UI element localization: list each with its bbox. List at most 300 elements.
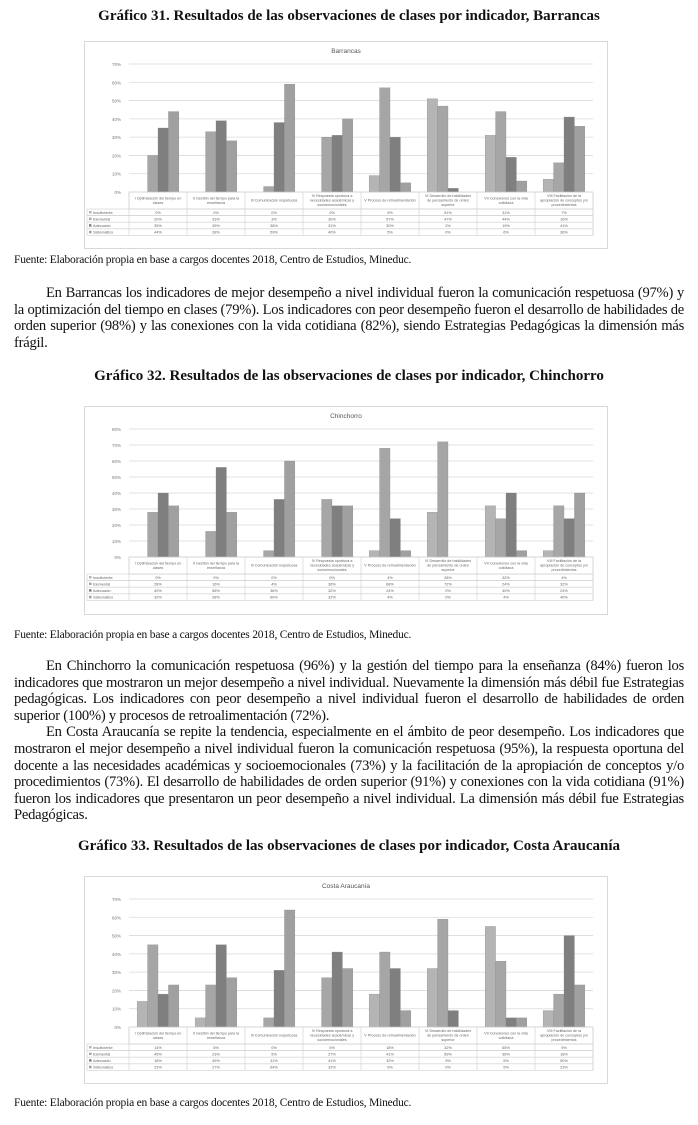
- data-label: 14%: [154, 1044, 162, 1050]
- data-label: 36%: [560, 229, 568, 235]
- bar: [148, 155, 158, 192]
- data-label: 41%: [560, 223, 568, 228]
- bar: [485, 506, 495, 557]
- y-tick-label: 70%: [111, 62, 121, 67]
- y-tick-label: 60%: [111, 459, 121, 464]
- table-row: [87, 1057, 593, 1064]
- y-tick-label: 70%: [111, 897, 121, 902]
- data-label: 18%: [154, 1058, 162, 1063]
- table-row: [87, 574, 593, 581]
- figure-source: Fuente: Elaboración propia en base a cargos docentes 2018, Centro de Estudios, Mineduc.: [14, 254, 412, 266]
- bar: [226, 512, 236, 557]
- table-row: [87, 216, 593, 223]
- bar: [342, 968, 352, 1027]
- category-label: socioemocionales: [317, 203, 347, 208]
- bar: [427, 99, 437, 192]
- bar: [322, 137, 332, 192]
- data-label: 32%: [560, 581, 568, 587]
- data-label: 0%: [155, 574, 161, 580]
- y-tick-label: 20%: [111, 153, 121, 159]
- figure-source: Fuente: Elaboración propia en base a cargos docentes 2018, Centro de Estudios, Mineduc.: [14, 1097, 412, 1109]
- data-label: 0%: [213, 209, 219, 215]
- data-label: 0%: [271, 209, 277, 215]
- data-label: 9%: [561, 1044, 567, 1050]
- bar: [380, 952, 390, 1027]
- bar: [516, 1018, 526, 1027]
- paragraph-text: En Chinchorro la comunicación respetuosa (96%) y la gestión del tiempo para la enseñanza (84%) fueron los indicadores que mostraron un mejor desempeño a nivel individual. Nuevamente la dimensión más débil fue Estrategias pedagógicas. Los indicadores con peor desempeño a nivel individual fueron el desarrollo de habilidades de orden superior (100%) y procesos de retroalimentación (72%).: [14, 658, 684, 724]
- category-label: superior: [441, 203, 455, 208]
- y-tick-label: 0%: [114, 555, 121, 560]
- category-label: apropiación de conceptos y/o: [540, 198, 588, 203]
- bar: [485, 926, 495, 1027]
- y-tick-label: 60%: [111, 80, 121, 86]
- bar: [158, 994, 168, 1027]
- data-label: 64%: [270, 1064, 278, 1070]
- bar: [284, 910, 294, 1027]
- data-label: 40%: [328, 229, 336, 235]
- data-label: 0%: [271, 574, 277, 580]
- legend-label: Insuficiente: [93, 209, 113, 215]
- data-label: 51%: [444, 209, 452, 215]
- data-label: 36%: [328, 581, 336, 587]
- chart-barrancas: [84, 41, 608, 249]
- table-row: [87, 581, 593, 588]
- paragraph-text: En Costa Araucanía se repite la tendencia, especialmente en el ámbito de peor desempeño. Los indicadores que mostraron el mejor desempeño a nivel individual fueron la comunicación respetuosa (95%), la respuesta oportuna del docente a las necesidades académicas y socioemocionales (73%) y la facilitación de la apropiación de conceptos y/o procedimientos (73%). El desarrollo de habilidades de orden superior (91%) y conexiones con la vida cotidiana (91%) fueron los indicadores que presentaron un peor desempeño a nivel individual. La dimensión más débil fue Estrategias Pedagógicas.: [14, 724, 684, 824]
- category-label: VI Desarrollo de habilidades: [424, 194, 472, 198]
- bar: [574, 126, 584, 192]
- bar: [226, 141, 236, 192]
- data-label: 44%: [154, 229, 162, 235]
- category-label: necesidades académicas y: [309, 1033, 355, 1038]
- legend-swatch: [89, 1046, 92, 1049]
- data-label: 0%: [445, 229, 451, 235]
- chart-chinchorro: [84, 406, 608, 615]
- y-tick-label: 0%: [114, 1025, 121, 1030]
- bar: [438, 919, 448, 1027]
- category-label: VI Desarrollo de habilidades: [424, 559, 472, 563]
- bar: [390, 968, 400, 1027]
- chart-title: Chinchorro: [330, 413, 362, 420]
- bar: [332, 135, 342, 192]
- data-label: 40%: [560, 594, 568, 600]
- data-label: 5%: [503, 1058, 509, 1063]
- data-label: 50%: [560, 1058, 568, 1063]
- bar: [554, 506, 564, 557]
- legend-label: Sistemático: [93, 594, 114, 600]
- data-label: 32%: [444, 1044, 452, 1050]
- legend-label: Elemental: [93, 1051, 111, 1057]
- data-label: 0%: [155, 209, 161, 215]
- category-label: II Gestión del tiempo para la: [192, 1031, 240, 1036]
- category-label: I Optimización del tiempo en: [134, 561, 182, 566]
- legend-label: Sistemático: [93, 229, 114, 235]
- bar: [369, 551, 379, 557]
- data-label: 23%: [560, 1064, 568, 1070]
- category-label: enseñanza: [206, 565, 226, 570]
- category-label: III Comunicación respetuosa: [250, 198, 298, 203]
- legend-swatch: [89, 1053, 92, 1056]
- data-label: 28%: [212, 229, 220, 235]
- bar: [332, 506, 342, 557]
- data-label: 0%: [329, 574, 335, 580]
- bar: [284, 461, 294, 557]
- table-row: [87, 594, 593, 601]
- legend-label: Adecuado: [93, 223, 111, 228]
- bar: [543, 179, 553, 192]
- category-label: apropiación de conceptos y/o: [540, 563, 588, 568]
- bar: [148, 945, 158, 1027]
- y-tick-label: 60%: [111, 915, 121, 921]
- data-label: 41%: [386, 1051, 394, 1057]
- legend-swatch: [89, 1059, 92, 1062]
- category-label: VII Conexiones con la vida: [484, 196, 528, 201]
- category-label: procedimientos: [551, 1038, 577, 1043]
- data-label: 56%: [212, 588, 220, 593]
- bar: [564, 936, 574, 1027]
- data-label: 28%: [212, 594, 220, 600]
- data-label: 18%: [386, 1044, 394, 1050]
- data-label: 68%: [386, 581, 394, 587]
- bar: [264, 1018, 274, 1027]
- data-label: 9%: [387, 209, 393, 215]
- data-label: 30%: [386, 223, 394, 228]
- category-label: enseñanza: [206, 1035, 226, 1040]
- bar: [206, 132, 216, 192]
- y-tick-label: 50%: [111, 98, 121, 104]
- bar: [158, 493, 168, 557]
- category-label: cotidiana: [498, 565, 514, 570]
- bar: [438, 106, 448, 192]
- bar: [380, 448, 390, 557]
- legend-label: Adecuado: [93, 1058, 111, 1063]
- bar: [274, 970, 284, 1027]
- table-row: [87, 229, 593, 236]
- table-row: [87, 1064, 593, 1071]
- data-label: 27%: [212, 1064, 220, 1070]
- category-label: de pensamiento de orden: [427, 198, 469, 203]
- category-label: necesidades académicas y: [309, 563, 355, 568]
- data-label: 16%: [212, 581, 220, 587]
- data-label: 0%: [329, 209, 335, 215]
- bar: [322, 499, 332, 557]
- y-tick-label: 30%: [111, 970, 121, 976]
- category-label: socioemocionales: [317, 1038, 347, 1043]
- category-label: socioemocionales: [317, 568, 347, 573]
- data-label: 38%: [270, 223, 278, 228]
- bar: [274, 123, 284, 192]
- data-label: 60%: [270, 594, 278, 600]
- data-label: 35%: [154, 223, 162, 228]
- category-label: cotidiana: [498, 1035, 514, 1040]
- category-label: V Proceso de retroalimentación: [364, 1033, 416, 1038]
- bar: [438, 442, 448, 557]
- data-label: 40%: [502, 588, 510, 593]
- data-label: 4%: [503, 594, 509, 600]
- data-label: 33%: [212, 216, 220, 222]
- bar: [427, 968, 437, 1027]
- y-tick-label: 40%: [111, 491, 121, 496]
- category-label: V Proceso de retroalimentación: [364, 563, 416, 568]
- data-label: 4%: [561, 574, 567, 580]
- figure-caption-31: Gráfico 31. Resultados de las observaciones de clases por indicador, Barrancas: [98, 8, 600, 24]
- bar: [516, 551, 526, 557]
- data-label: 44%: [502, 216, 510, 222]
- bar: [496, 112, 506, 192]
- y-tick-label: 10%: [111, 1006, 121, 1012]
- data-label: 5%: [213, 1044, 219, 1050]
- data-label: 24%: [386, 588, 394, 593]
- y-tick-label: 50%: [111, 933, 121, 939]
- data-label: 57%: [386, 216, 394, 222]
- figure-caption-32: Gráfico 32. Resultados de las observaciones de clases por indicador, Chinchorro: [94, 368, 604, 384]
- chart-costa-araucania: [84, 876, 608, 1084]
- data-label: 36%: [502, 1051, 510, 1057]
- category-label: superior: [441, 1038, 455, 1043]
- data-label: 0%: [445, 594, 451, 600]
- bar: [342, 119, 352, 192]
- category-label: procedimientos: [551, 568, 577, 573]
- legend-label: Elemental: [93, 581, 111, 587]
- figure-source: Fuente: Elaboración propia en base a cargos docentes 2018, Centro de Estudios, Mineduc.: [14, 629, 412, 641]
- category-label: III Comunicación respetuosa: [250, 1033, 298, 1038]
- data-label: 19%: [502, 223, 510, 228]
- category-label: V Proceso de retroalimentación: [364, 198, 416, 203]
- legend-label: Elemental: [93, 216, 111, 222]
- bar: [380, 88, 390, 192]
- bar: [206, 985, 216, 1027]
- data-label: 18%: [560, 1051, 568, 1057]
- data-label: 36%: [270, 588, 278, 593]
- y-tick-label: 50%: [111, 475, 121, 480]
- data-label: 27%: [328, 1051, 336, 1057]
- category-label: superior: [441, 568, 455, 573]
- y-tick-label: 10%: [111, 539, 121, 544]
- data-label: 5%: [271, 1051, 277, 1057]
- data-label: 40%: [154, 588, 162, 593]
- legend-swatch: [89, 211, 92, 214]
- data-label: 30%: [328, 216, 336, 222]
- bar: [226, 978, 236, 1027]
- data-label: 2%: [445, 223, 451, 228]
- data-label: 45%: [212, 1058, 220, 1063]
- bar: [322, 978, 332, 1027]
- data-label: 39%: [212, 223, 220, 228]
- bar: [342, 506, 352, 557]
- category-label: IV Respuesta oportuna a: [311, 1029, 353, 1033]
- y-tick-label: 40%: [111, 951, 121, 957]
- legend-swatch: [89, 576, 92, 579]
- bar: [564, 519, 574, 557]
- bar: [264, 187, 274, 192]
- bar: [506, 157, 516, 192]
- data-label: 59%: [270, 229, 278, 235]
- category-label: II Gestión del tiempo para la: [192, 561, 240, 566]
- chart-title: Costa Araucanía: [321, 883, 371, 890]
- category-label: VII Conexiones con la vida: [484, 561, 528, 566]
- data-label: 16%: [560, 216, 568, 222]
- category-label: de pensamiento de orden: [427, 563, 469, 568]
- data-label: 3%: [271, 216, 277, 222]
- category-label: VI Desarrollo de habilidades: [424, 1029, 472, 1033]
- data-label: 32%: [502, 574, 510, 580]
- legend-label: Adecuado: [93, 588, 111, 593]
- bar: [485, 135, 495, 192]
- y-tick-label: 0%: [114, 190, 121, 195]
- category-label: I Optimización del tiempo en: [134, 1031, 182, 1036]
- bar: [496, 519, 506, 557]
- data-label: 0%: [329, 1044, 335, 1050]
- category-label: clases: [152, 200, 164, 205]
- category-label: necesidades académicas y: [309, 198, 355, 203]
- data-label: 32%: [386, 1058, 394, 1063]
- y-tick-label: 20%: [111, 523, 121, 528]
- data-label: 4%: [387, 574, 393, 580]
- figure-caption-33: Gráfico 33. Resultados de las observaciones de clases por indicador, Costa Araucanía: [77, 838, 621, 854]
- bar: [148, 512, 158, 557]
- paragraph-chinchorro: [14, 658, 684, 824]
- bar: [158, 128, 168, 192]
- data-label: 4%: [387, 594, 393, 600]
- data-label: 31%: [502, 209, 510, 215]
- bar: [284, 84, 294, 192]
- data-label: 45%: [154, 1051, 162, 1057]
- bar: [554, 994, 564, 1027]
- bar: [400, 1011, 410, 1027]
- data-label: 9%: [387, 1064, 393, 1070]
- data-label: 32%: [154, 594, 162, 600]
- table-row: [87, 1051, 593, 1058]
- data-label: 0%: [445, 588, 451, 593]
- legend-label: Sistemático: [93, 1064, 114, 1070]
- bar: [543, 1011, 553, 1027]
- chart-title: Barrancas: [331, 48, 361, 55]
- bar: [274, 499, 284, 557]
- bar: [448, 1011, 458, 1027]
- data-label: 23%: [154, 1064, 162, 1070]
- bar: [369, 176, 379, 192]
- bar: [369, 994, 379, 1027]
- bar: [543, 551, 553, 557]
- category-label: VII Conexiones con la vida: [484, 1031, 528, 1036]
- y-tick-label: 40%: [111, 116, 121, 122]
- category-label: I Optimización del tiempo en: [134, 196, 182, 201]
- bar: [400, 551, 410, 557]
- bar: [332, 952, 342, 1027]
- category-label: apropiación de conceptos y/o: [540, 1033, 588, 1038]
- category-label: III Comunicación respetuosa: [250, 563, 298, 568]
- y-tick-label: 20%: [111, 988, 121, 994]
- legend-swatch: [89, 224, 92, 227]
- bar: [506, 493, 516, 557]
- data-label: 5%: [387, 229, 393, 235]
- legend-swatch: [89, 231, 92, 234]
- bar: [574, 493, 584, 557]
- data-label: 32%: [328, 594, 336, 600]
- data-label: 0%: [213, 574, 219, 580]
- bar: [506, 1018, 516, 1027]
- data-label: 32%: [328, 588, 336, 593]
- data-label: 4%: [271, 581, 277, 587]
- category-label: clases: [152, 1035, 164, 1040]
- bar: [168, 985, 178, 1027]
- data-label: 59%: [444, 1051, 452, 1057]
- table-row: [87, 1044, 593, 1051]
- data-label: 55%: [502, 1044, 510, 1050]
- legend-swatch: [89, 1066, 92, 1069]
- legend-swatch: [89, 583, 92, 586]
- data-label: 72%: [444, 581, 452, 587]
- data-label: 41%: [328, 1058, 336, 1063]
- bar: [574, 985, 584, 1027]
- category-label: VIII Facilitación de la: [546, 559, 582, 563]
- bar: [168, 112, 178, 192]
- bar: [564, 117, 574, 192]
- bar: [216, 945, 226, 1027]
- data-label: 28%: [154, 581, 162, 587]
- bar: [137, 1001, 147, 1027]
- category-label: VIII Facilitación de la: [546, 194, 582, 198]
- data-label: 0%: [445, 1064, 451, 1070]
- table-row: [87, 222, 593, 229]
- paragraph-barrancas: [14, 285, 684, 351]
- bar: [216, 121, 226, 192]
- bar: [516, 181, 526, 192]
- y-tick-label: 30%: [111, 507, 121, 512]
- category-label: VIII Facilitación de la: [546, 1029, 582, 1033]
- data-label: 24%: [560, 588, 568, 593]
- category-label: enseñanza: [206, 200, 226, 205]
- data-label: 9%: [445, 1058, 451, 1063]
- legend-label: Insuficiente: [93, 1044, 113, 1050]
- data-label: 20%: [154, 216, 162, 222]
- bar: [400, 183, 410, 192]
- category-label: IV Respuesta oportuna a: [311, 559, 353, 563]
- paragraph-text: En Barrancas los indicadores de mejor desempeño a nivel individual fueron la comunicación respetuosa (97%) y la optimización del tiempo en clases (79%). Los indicadores con peor desempeño fueron el desarrollo de habilidades de orden superior (98%) y las conexiones con la vida cotidiana (82%), siendo Estrategias Pedagógicas la dimensión más frágil.: [14, 285, 684, 351]
- bar: [427, 512, 437, 557]
- data-label: 0%: [271, 1044, 277, 1050]
- legend-swatch: [89, 589, 92, 592]
- bar: [448, 188, 458, 192]
- legend-swatch: [89, 596, 92, 599]
- bar: [206, 531, 216, 557]
- bar: [195, 1018, 205, 1027]
- y-tick-label: 80%: [111, 427, 121, 432]
- data-label: 47%: [444, 216, 452, 222]
- y-tick-label: 10%: [111, 171, 121, 177]
- table-row: [87, 587, 593, 594]
- bar: [390, 137, 400, 192]
- legend-swatch: [89, 218, 92, 221]
- data-label: 23%: [212, 1051, 220, 1057]
- data-label: 28%: [444, 574, 452, 580]
- bar: [390, 519, 400, 557]
- data-label: 5%: [503, 1064, 509, 1070]
- data-label: 7%: [561, 209, 567, 215]
- y-tick-label: 70%: [111, 443, 121, 448]
- table-row: [87, 209, 593, 216]
- bar: [496, 961, 506, 1027]
- data-label: 6%: [503, 229, 509, 235]
- category-label: II Gestión del tiempo para la: [192, 196, 240, 201]
- data-label: 32%: [328, 1064, 336, 1070]
- bar: [168, 506, 178, 557]
- category-label: clases: [152, 565, 164, 570]
- data-label: 24%: [502, 581, 510, 587]
- bar: [554, 163, 564, 192]
- data-label: 31%: [270, 1058, 278, 1063]
- bar: [216, 467, 226, 557]
- category-label: procedimientos: [551, 203, 577, 208]
